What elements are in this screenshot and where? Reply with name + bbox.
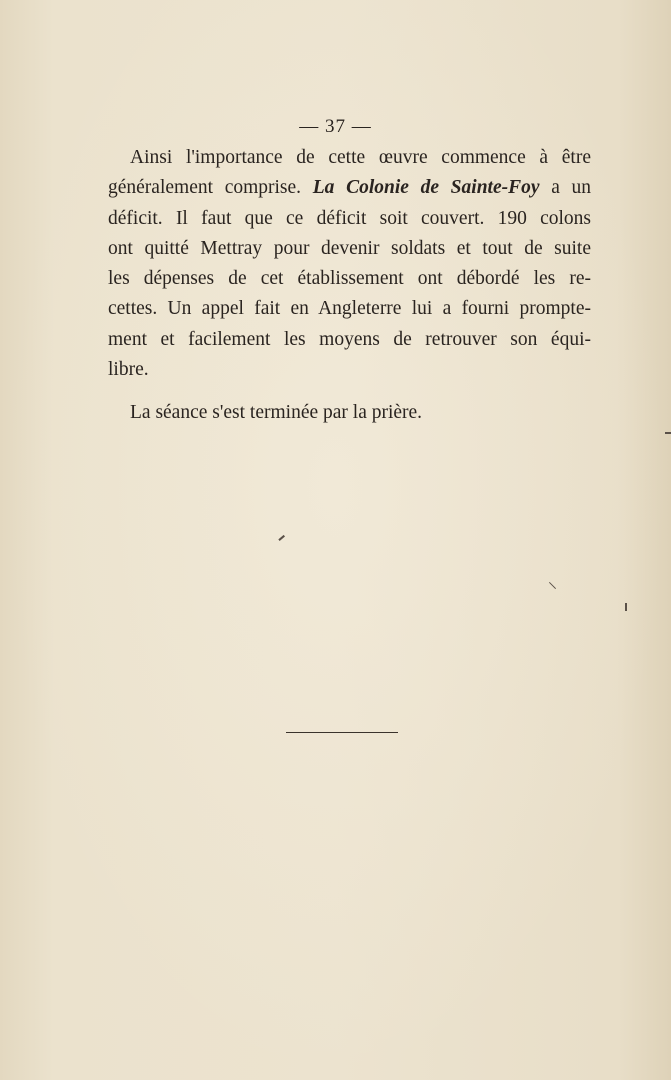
paragraph-line-3 [108,204,591,234]
ink-speck [278,535,284,541]
paragraph-line-1: Ainsi l'importance de cette œuvre commence à être [130,147,591,168]
ink-speck [665,432,671,434]
paragraph-line-7: ment et facilement les moyens de retrouver son équi- [108,328,591,350]
paragraph-line-3-start: déficit. [108,207,163,229]
closing-rule [286,732,398,733]
paragraph-line-2-start: généralement comprise. [108,177,302,199]
paragraph-line-2 [108,173,591,203]
body-paragraph [108,143,591,385]
paragraph-line-6: cettes. Un appel fait en Angleterre lui a fourni prompte- [108,298,591,320]
page-number: — 37 — [299,116,372,137]
italic-title: La Colonie de Sainte-Foy [312,177,540,199]
paragraph-line-2-end: a un [551,177,592,199]
paragraph-line-4: ont quitté Mettray pour devenir soldats et tout de suite [108,237,591,259]
closing-line: La séance s'est terminée par la prière. [130,402,423,423]
paragraph-line-3-rest: Il faut que ce déficit soit couvert. 190 colons [175,207,592,229]
ink-speck [625,603,627,611]
ink-speck [549,582,556,589]
paragraph-line-5: les dépenses de cet établissement ont débordé les re- [108,268,591,290]
paragraph-line-8: libre. [108,359,149,381]
